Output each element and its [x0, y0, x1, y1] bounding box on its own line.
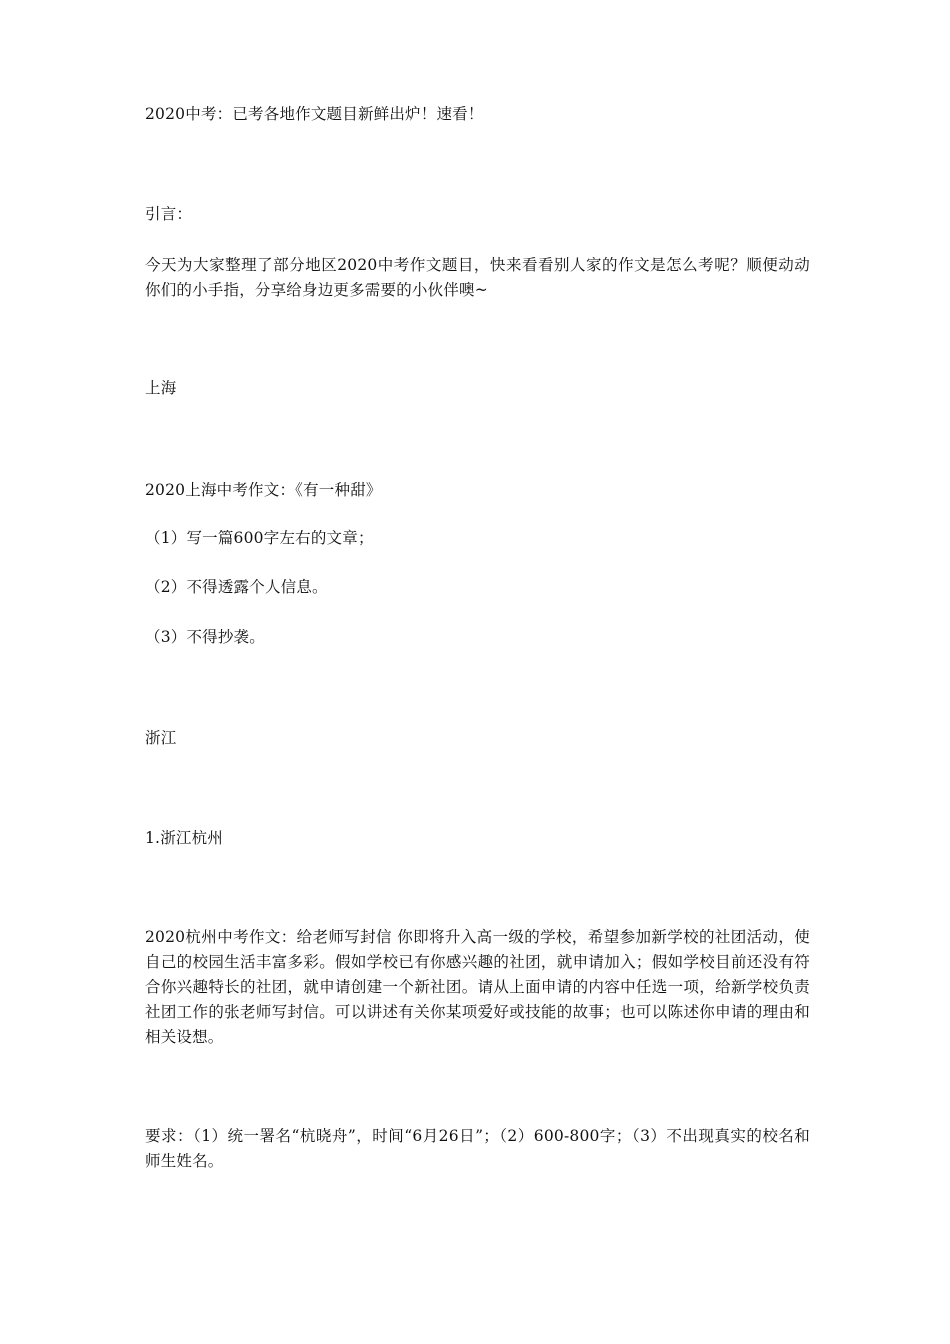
zhejiang-subsection-hangzhou: 1.浙江杭州 — [145, 829, 223, 847]
shanghai-requirement-3: （3）不得抄袭。 — [145, 628, 265, 646]
shanghai-requirement-2: （2）不得透露个人信息。 — [145, 578, 328, 596]
section-region-shanghai: 上海 — [145, 379, 177, 397]
intro-label: 引言： — [145, 205, 193, 223]
shanghai-prompt-title: 2020上海中考作文：《有一种甜》 — [145, 481, 382, 499]
section-region-zhejiang: 浙江 — [145, 729, 177, 747]
hangzhou-prompt-paragraph: 2020杭州中考作文：给老师写封信 你即将升入高一级的学校，希望参加新学校的社团活动，使自己的校园生活丰富多彩。假如学校已有你感兴趣的社团，就申请加入；假如学校目前还没有符合你兴趣特长的社团，就申请创建一个新社团。请从上面申请的内容中任选一项，给新学校负责社团工作的张老师写封信。可以讲述有关你某项爱好或技能的故事；也可以陈述你申请的理由和相关设想。 — [145, 928, 810, 1046]
intro-paragraph: 今天为大家整理了部分地区2020中考作文题目，快来看看别人家的作文是怎么考呢？顺便动动你们的小手指，分享给身边更多需要的小伙伴噢~ — [145, 256, 810, 299]
shanghai-requirement-1: （1）写一篇600字左右的文章； — [145, 529, 374, 547]
document-title: 2020中考：已考各地作文题目新鲜出炉！速看！ — [145, 105, 484, 123]
hangzhou-requirements-paragraph: 要求：（1）统一署名“杭晓舟”，时间“6月26日”；（2）600-800字；（3）不出现真实的校名和师生姓名。 — [145, 1127, 810, 1170]
